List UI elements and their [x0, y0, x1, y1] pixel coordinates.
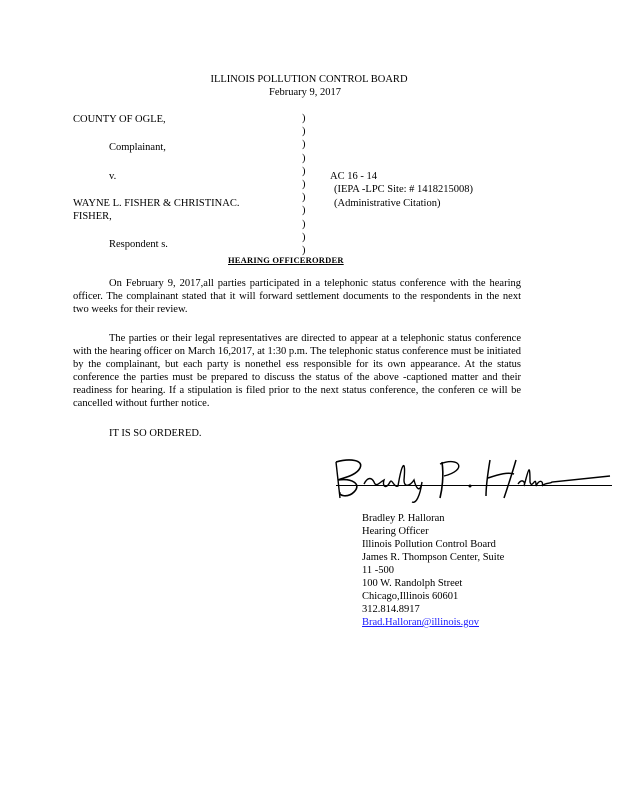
respondent-name-line2: FISHER, [73, 211, 112, 222]
caption-parenthesis: ) [302, 152, 306, 164]
header-date: February 9, 2017 [268, 87, 342, 98]
signer-agency: Illinois Pollution Control Board [362, 539, 496, 550]
address-suite: 11 -500 [362, 565, 394, 576]
email-link[interactable]: Brad.Halloran@illinois.gov [362, 617, 479, 628]
closing-statement: IT IS SO ORDERED. [109, 428, 202, 439]
address-street: 100 W. Randolph Street [362, 578, 463, 589]
case-type: (Administrative Citation) [334, 198, 441, 209]
address-city: Chicago,Illinois 60601 [362, 591, 459, 602]
case-number: AC 16 - 14 [330, 171, 377, 182]
caption-parenthesis: ) [302, 126, 306, 138]
paragraph-2: The parties or their legal representatives are directed to appear at a telephonic status conference with the hearing officer on March 16,2017, at 1:30 p.m. The telephonic status conference must be initiated by the complainant, but each party is nonethel ess responsible for its own appearance. At the status conference the parties must be prepared to discuss the status of the above -captioned matter and their readiness for hearing. If a stipulation is filed prior to the next status conference, the conferen ce will be cancelled without further notice. [73, 333, 521, 409]
signature-line [336, 485, 612, 486]
respondent-role: Respondent s. [109, 239, 168, 250]
order-title: HEARING OFFICERORDER [228, 255, 344, 265]
address-building: James R. Thompson Center, Suite [362, 552, 505, 563]
signature-block [362, 512, 507, 629]
caption-parenthesis: ) [302, 218, 306, 230]
caption-parenthesis: ) [302, 205, 306, 217]
respondent-name-line1: WAYNE L. FISHER & CHRISTINAC. [73, 198, 240, 209]
signer-title: Hearing Officer [362, 526, 429, 537]
caption-parenthesis: ) [302, 192, 306, 204]
caption-parenthesis: ) [302, 165, 306, 177]
caption-parenthesis: ) [302, 245, 306, 257]
agency-title: ILLINOIS POLLUTION CONTROL BOARD [210, 74, 408, 85]
paragraph-1: On February 9, 2017,all parties participated in a telephonic status conference with the hearing officer. The complainant stated that it will forward settlement documents to the respondents in the next two weeks for their review. [73, 278, 521, 315]
caption-parenthesis: ) [302, 179, 306, 191]
signer-name: Bradley P. Halloran [362, 513, 445, 524]
caption-parenthesis-column [302, 112, 310, 257]
caption-parenthesis: ) [302, 113, 306, 124]
complainant-role: Complainant, [109, 142, 166, 153]
site-number: (IEPA -LPC Site: # 1418215008) [334, 184, 474, 195]
complainant-name: COUNTY OF OGLE, [73, 114, 166, 125]
versus-label: v. [109, 171, 117, 182]
caption-parenthesis: ) [302, 139, 306, 151]
handwritten-signature [330, 452, 615, 507]
phone-number: 312.814.8917 [362, 604, 420, 615]
caption-parenthesis: ) [302, 231, 306, 243]
